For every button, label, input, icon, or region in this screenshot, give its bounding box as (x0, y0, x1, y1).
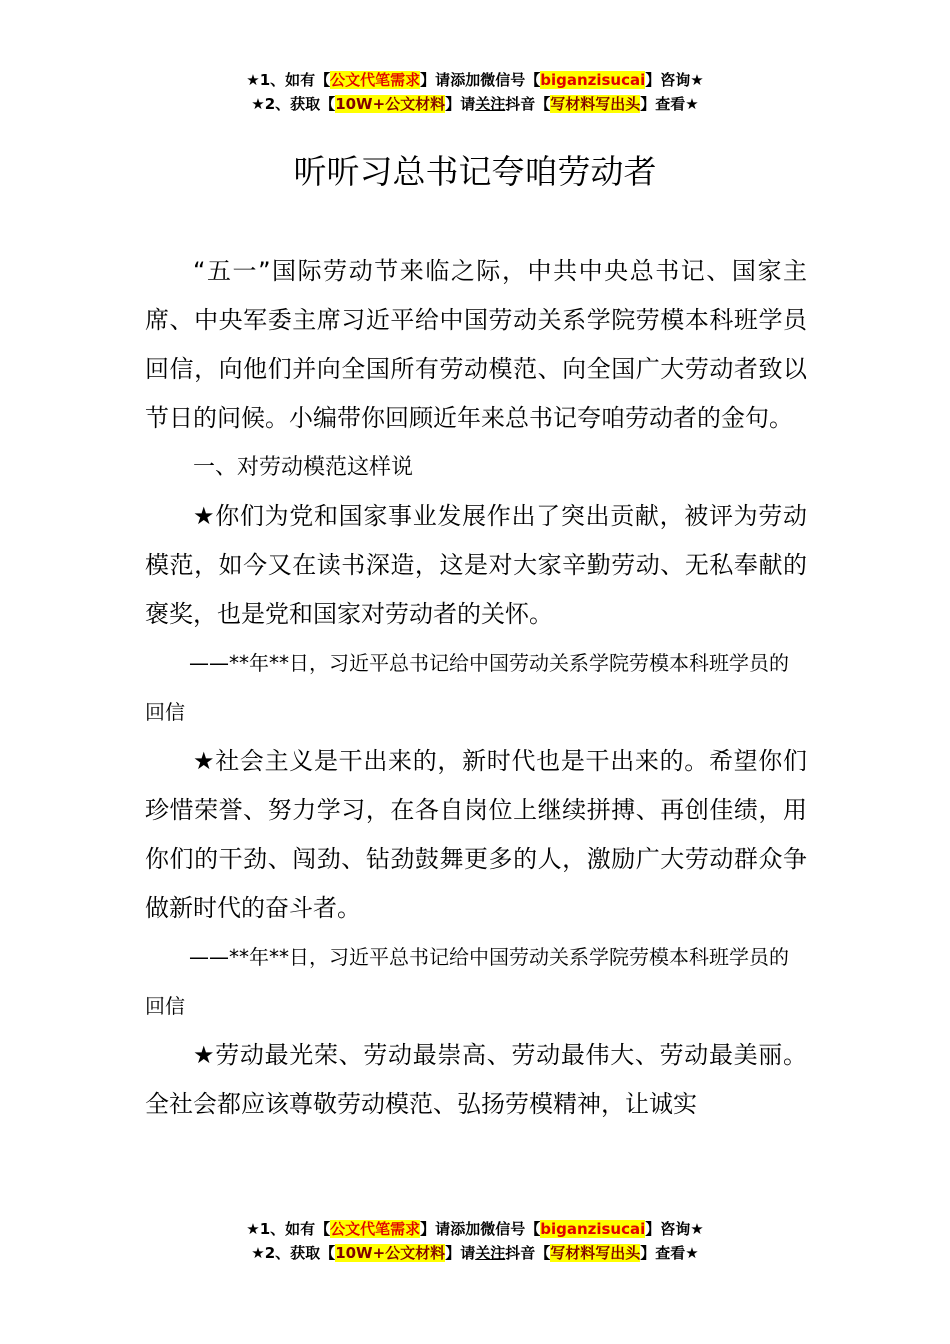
banner-line-1: ★1、如有【公文代笔需求】请添加微信号【biganzisucai】咨询★ (246, 71, 704, 89)
quote-source-2: ——**年**日，习近平总书记给中国劳动关系学院劳模本科班学员的回信 (145, 945, 789, 1018)
document-body (145, 247, 807, 1129)
quote-source-1: ——**年**日，习近平总书记给中国劳动关系学院劳模本科班学员的回信 (145, 651, 789, 724)
wechat-id: biganzisucai (540, 71, 646, 89)
douyin-id: 写材料写出头 (550, 1244, 641, 1262)
banner-line-1: ★1、如有【公文代笔需求】请添加微信号【biganzisucai】咨询★ (246, 1220, 704, 1238)
intro-paragraph: “五一”国际劳动节来临之际，中共中央总书记、国家主席、中央军委主席习近平给中国劳动关系学院劳模本科班学员回信，向他们并向全国所有劳动模范、向全国广大劳动者致以节日的问候。小编带你回顾近年来总书记夸咱劳动者的金句。 (145, 257, 807, 432)
highlight-materials: 10W+公文材料 (335, 1244, 446, 1262)
quote-paragraph-2: ★社会主义是干出来的，新时代也是干出来的。希望你们珍惜荣誉、努力学习，在各自岗位上继续拼搏、再创佳绩，用你们的干劲、闯劲、钻劲鼓舞更多的人，激励广大劳动群众争做新时代的奋斗者。 (145, 747, 807, 922)
highlight-service: 公文代笔需求 (330, 1220, 421, 1238)
section-heading: 一、对劳动模范这样说 (193, 455, 414, 480)
banner-line-2: ★2、获取【10W+公文材料】请关注抖音【写材料写出头】查看★ (251, 1244, 699, 1262)
quote-paragraph-1: ★你们为党和国家事业发展作出了突出贡献，被评为劳动模范，如今又在读书深造，这是对大家辛勤劳动、无私奉献的褒奖，也是党和国家对劳动者的关怀。 (145, 502, 807, 628)
document-title: 听听习总书记夸咱劳动者 (293, 152, 657, 191)
wechat-id: biganzisucai (540, 1220, 646, 1238)
footer-banner (0, 1217, 950, 1265)
douyin-id: 写材料写出头 (550, 95, 641, 113)
quote-paragraph-3: ★劳动最光荣、劳动最崇高、劳动最伟大、劳动最美丽。全社会都应该尊敬劳动模范、弘扬劳模精神，让诚实 (145, 1041, 807, 1118)
highlight-service: 公文代笔需求 (330, 71, 421, 89)
banner-line-2: ★2、获取【10W+公文材料】请关注抖音【写材料写出头】查看★ (251, 95, 699, 113)
header-banner (0, 68, 950, 116)
highlight-materials: 10W+公文材料 (335, 95, 446, 113)
